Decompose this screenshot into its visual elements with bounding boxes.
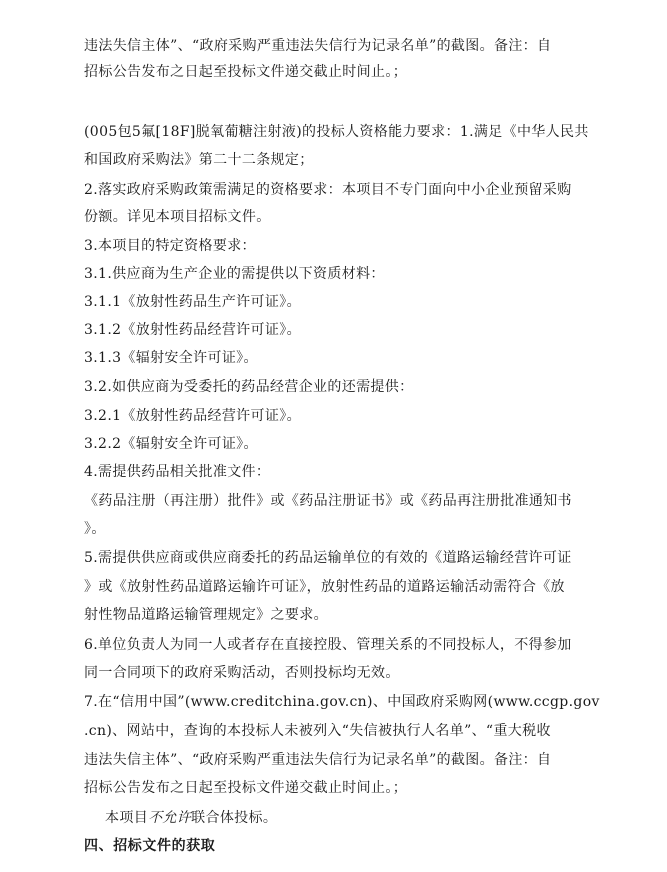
lot-requirement-line: (005包5氟[18F]脱氧葡糖注射液)的投标人资格能力要求：1.满足《中华人民共 xyxy=(84,124,589,140)
consortium-statement xyxy=(105,808,277,828)
list-item: 招标公告发布之日起至投标文件递交截止时间止。； xyxy=(84,780,408,796)
list-item: 6.单位负责人为同一人或者存在直接控股、管理关系的不同投标人，不得参加 xyxy=(84,637,572,653)
consortium-suffix: 联合体投标。 xyxy=(191,810,278,826)
list-item: 3.2.1《放射性药品经营许可证》。 xyxy=(84,408,301,424)
list-item: 7.在“信用中国”(www.creditchina.gov.cn)、中国政府采购网(www.ccgp.gov xyxy=(84,694,600,710)
list-item-detail: 》。 xyxy=(84,521,106,537)
lot-requirement-line: 和国政府采购法》第二十二条规定； xyxy=(84,152,314,168)
list-item: 同一合同项下的政府采购活动，否则投标均无效。 xyxy=(84,665,400,681)
text-line: 招标公告发布之日起至投标文件递交截止时间止。； xyxy=(84,64,408,80)
list-item: 3.1.3《辐射安全许可证》。 xyxy=(84,350,258,366)
consortium-prefix: 本项目 xyxy=(105,810,149,826)
specific-requirements-title: 3.本项目的特定资格要求： xyxy=(84,238,256,254)
list-item: .cn)、网站中，查询的本投标人未被列入“失信被执行人名单”、“重大税收 xyxy=(84,723,551,739)
list-item-detail: 《药品注册（再注册）批件》或《药品注册证书》或《药品再注册批准通知书 xyxy=(84,493,572,509)
list-item: 3.1.2《放射性药品经营许可证》。 xyxy=(84,322,301,338)
policy-requirement-line: 2.落实政府采购政策需满足的资格要求：本项目不专门面向中小企业预留采购 xyxy=(84,182,572,198)
section-heading: 四、招标文件的获取 xyxy=(84,838,216,854)
text-line: 违法失信主体”、“政府采购严重违法失信行为记录名单”的截图。备注：自 xyxy=(84,38,552,54)
list-item: 3.1.供应商为生产企业的需提供以下资质材料： xyxy=(84,266,385,282)
list-item: 4.需提供药品相关批准文件： xyxy=(84,464,271,480)
list-item: 3.2.如供应商为受委托的药品经营企业的还需提供： xyxy=(84,379,414,395)
list-item: 5.需提供供应商或供应商委托的药品运输单位的有效的《道路运输经营许可证 xyxy=(84,550,572,566)
policy-requirement-line: 份额。详见本项目招标文件。 xyxy=(84,209,271,225)
consortium-emphasis: 不允许 xyxy=(148,810,192,826)
list-item: 射性物品道路运输管理规定》之要求。 xyxy=(84,607,328,623)
list-item: 》或《放射性药品道路运输许可证》，放射性药品的道路运输活动需符合《放 xyxy=(84,579,565,595)
list-item: 违法失信主体”、“政府采购严重违法失信行为记录名单”的截图。备注：自 xyxy=(84,752,552,768)
list-item: 3.1.1《放射性药品生产许可证》。 xyxy=(84,294,301,310)
list-item: 3.2.2《辐射安全许可证》。 xyxy=(84,436,258,452)
